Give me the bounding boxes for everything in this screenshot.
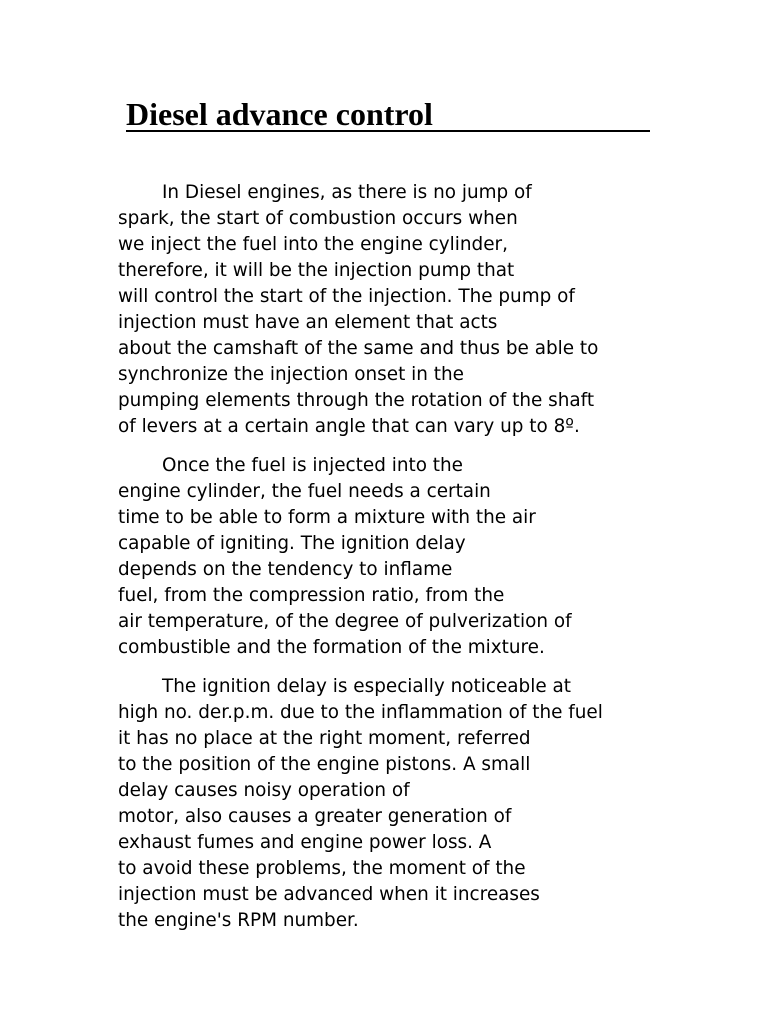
- text-line: The ignition delay is especially noticeable at: [162, 676, 571, 697]
- text-line: of levers at a certain angle that can vary up to 8º.: [118, 416, 580, 437]
- text-line: depends on the tendency to inflame: [118, 559, 453, 580]
- text-line: high no. der.p.m. due to the inflammation of the fuel: [118, 702, 603, 723]
- page-title: Diesel advance control: [126, 94, 650, 132]
- text-line: the engine's RPM number.: [118, 910, 359, 931]
- text-line: it has no place at the right moment, referred: [118, 728, 531, 749]
- text-line: engine cylinder, the fuel needs a certain: [118, 481, 491, 502]
- text-line: therefore, it will be the injection pump that: [118, 260, 515, 281]
- text-line: to the position of the engine pistons. A small: [118, 754, 531, 775]
- text-line: will control the start of the injection. The pump of: [118, 286, 575, 307]
- text-line: In Diesel engines, as there is no jump of: [162, 182, 532, 203]
- paragraph-1: [118, 180, 678, 440]
- text-line: to avoid these problems, the moment of the: [118, 858, 526, 879]
- text-line: synchronize the injection onset in the: [118, 364, 464, 385]
- text-line: pumping elements through the rotation of the shaft: [118, 390, 595, 411]
- text-line: fuel, from the compression ratio, from the: [118, 585, 505, 606]
- text-line: we inject the fuel into the engine cylinder,: [118, 234, 508, 255]
- text-line: combustible and the formation of the mixture.: [118, 637, 545, 658]
- text-line: spark, the start of combustion occurs when: [118, 208, 518, 229]
- text-line: capable of igniting. The ignition delay: [118, 533, 466, 554]
- text-line: injection must have an element that acts: [118, 312, 498, 333]
- paragraph-2: [118, 453, 678, 661]
- text-line: time to be able to form a mixture with the air: [118, 507, 536, 528]
- text-line: air temperature, of the degree of pulverization of: [118, 611, 572, 632]
- text-line: exhaust fumes and engine power loss. A: [118, 832, 492, 853]
- document-body: [118, 180, 678, 947]
- text-line: Once the fuel is injected into the: [162, 455, 463, 476]
- text-line: injection must be advanced when it increases: [118, 884, 540, 905]
- text-line: about the camshaft of the same and thus be able to: [118, 338, 599, 359]
- text-line: delay causes noisy operation of: [118, 780, 410, 801]
- text-line: motor, also causes a greater generation of: [118, 806, 512, 827]
- paragraph-3: [118, 674, 678, 934]
